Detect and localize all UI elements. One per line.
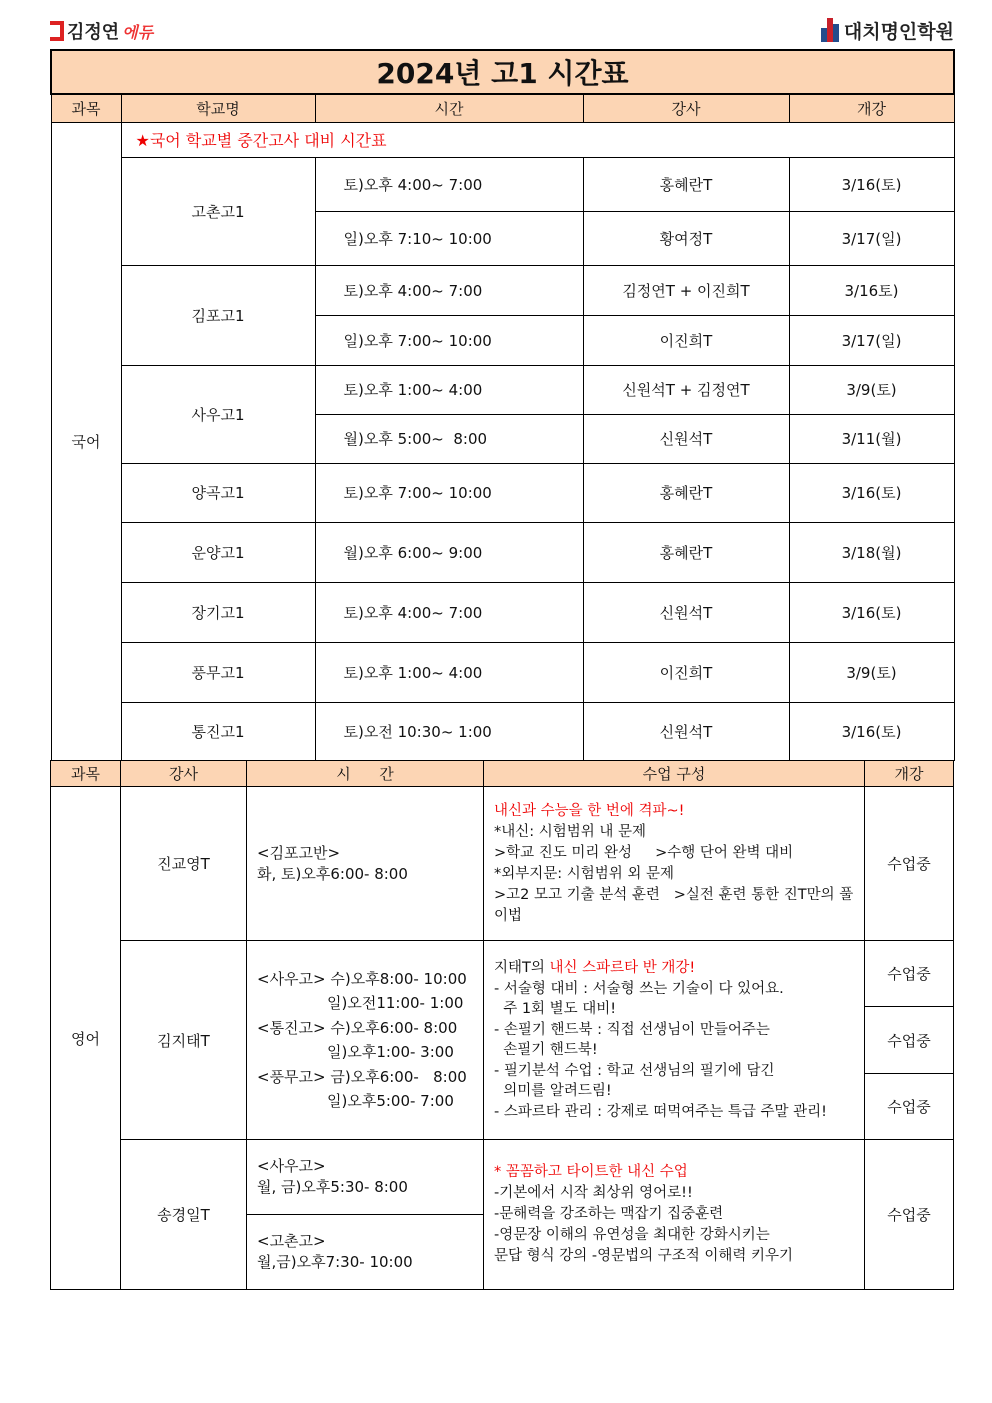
subject-english: 영어 <box>51 787 121 1290</box>
time-line: <사우고> 수)오후8:00- 10:00 <box>257 969 467 988</box>
desc-line: - 스파르타 관리 : 강제로 떠먹여주는 특급 주말 관리! <box>494 1103 827 1120</box>
school-name: 풍무고1 <box>121 642 315 702</box>
time-line: 월, 금)오후5:30- 8:00 <box>257 1178 408 1196</box>
desc-line: - 필기분석 수업 : 학교 선생님의 필기에 담긴 <box>494 1062 775 1079</box>
logo-left-main: 김정연 <box>67 22 120 43</box>
teacher-name: 김정연T + 이진희T <box>583 265 789 315</box>
desc-line: - 손필기 핸드북 : 직접 선생님이 만들어주는 <box>494 1021 770 1038</box>
class-description <box>484 941 865 1140</box>
time-line: <고촌고> <box>257 1232 326 1250</box>
school-name: 고촌고1 <box>121 157 315 265</box>
class-description <box>484 1140 865 1290</box>
status: 수업중 <box>865 941 954 1007</box>
class-time: 토)오후 4:00~ 7:00 <box>315 265 583 315</box>
table-row <box>51 642 954 702</box>
logo-right <box>821 16 954 44</box>
korean-table <box>50 49 955 761</box>
class-time: 월)오후 6:00~ 9:00 <box>315 522 583 582</box>
korean-note: ★국어 학교별 중간고사 대비 시간표 <box>121 122 954 157</box>
time-line: <풍무고> 금)오후6:00- 8:00 <box>257 1067 467 1086</box>
logo-mark-icon <box>50 21 64 41</box>
table-row <box>51 365 954 414</box>
table-row <box>51 463 954 522</box>
teacher-name: 신원석T + 김정연T <box>583 365 789 414</box>
desc-line: 주 1회 별도 대비! <box>494 1001 617 1017</box>
status: 수업중 <box>865 787 954 941</box>
desc-line <box>494 958 854 979</box>
start-date: 3/16(토) <box>789 157 954 211</box>
table-row <box>51 702 954 760</box>
teacher-name: 신원석T <box>583 702 789 760</box>
desc-line: >학교 진도 미리 완성 >수행 단어 완벽 대비 <box>494 844 794 861</box>
header-time: 시 간 <box>247 761 484 787</box>
teacher-name: 진교영T <box>121 787 247 941</box>
teacher-name: 이진희T <box>583 315 789 365</box>
header-content: 수업 구성 <box>484 761 865 787</box>
logo-left-sub: 에듀 <box>122 22 154 42</box>
class-time <box>247 941 484 1140</box>
teacher-name: 홍혜란T <box>583 463 789 522</box>
start-date: 3/17(일) <box>789 211 954 265</box>
teacher-name: 송경일T <box>121 1140 247 1290</box>
class-time: 일)오후 7:00~ 10:00 <box>315 315 583 365</box>
class-time: 토)오후 4:00~ 7:00 <box>315 157 583 211</box>
table-row <box>51 522 954 582</box>
class-time: 토)오후 7:00~ 10:00 <box>315 463 583 522</box>
logo-left <box>50 18 153 44</box>
class-time <box>247 787 484 941</box>
desc-line: 문답 형식 강의 -영문법의 구조적 이해력 키우기 <box>494 1248 794 1264</box>
desc-line: 의미를 알려드림! <box>494 1083 612 1099</box>
school-name: 양곡고1 <box>121 463 315 522</box>
start-date: 3/16(토) <box>789 463 954 522</box>
class-time: 토)오전 10:30~ 1:00 <box>315 702 583 760</box>
page-title: 2024년 고1 시간표 <box>51 50 954 94</box>
class-time <box>247 1140 484 1215</box>
header-start: 개강 <box>865 761 954 787</box>
teacher-name: 황여정T <box>583 211 789 265</box>
time-line: 월,금)오후7:30- 10:00 <box>257 1253 413 1271</box>
logo-right-text: 대치명인학원 <box>843 20 954 43</box>
desc-line: -문해력을 강조하는 맥잡기 집중훈련 <box>494 1206 724 1222</box>
start-date: 3/16토) <box>789 265 954 315</box>
desc-line: -영문장 이해의 유연성을 최대한 강화시키는 <box>494 1227 770 1243</box>
header-start: 개강 <box>789 94 954 122</box>
class-time: 토)오후 1:00~ 4:00 <box>315 365 583 414</box>
start-date: 3/16(토) <box>789 702 954 760</box>
building-icon <box>821 18 839 42</box>
header-teacher: 강사 <box>121 761 247 787</box>
desc-line: 내신과 수능을 한 번에 격파~! <box>494 802 685 819</box>
school-name: 장기고1 <box>121 582 315 642</box>
time-line: 일)오후1:00- 3:00 <box>327 1043 454 1061</box>
desc-line: * 꼼꼼하고 타이트한 내신 수업 <box>494 1164 688 1180</box>
class-description <box>484 787 865 941</box>
desc-line: >고2 모고 기출 분석 훈련 >실전 훈련 통한 진T만의 풀이법 <box>494 886 854 924</box>
header-teacher: 강사 <box>583 94 789 122</box>
desc-line: *내신: 시험범위 내 문제 <box>494 823 647 840</box>
teacher-name: 신원석T <box>583 582 789 642</box>
school-name: 사우고1 <box>121 365 315 463</box>
time-line: <사우고> <box>257 1157 326 1175</box>
teacher-name: 홍혜란T <box>583 522 789 582</box>
english-table <box>50 760 954 1290</box>
status: 수업중 <box>865 1140 954 1290</box>
desc-line: 손필기 핸드북! <box>494 1042 598 1058</box>
teacher-name: 이진희T <box>583 642 789 702</box>
start-date: 3/18(월) <box>789 522 954 582</box>
desc-line: - 서술형 대비 : 서술형 쓰는 기술이 다 있어요. <box>494 980 784 997</box>
start-date: 3/11(월) <box>789 414 954 463</box>
class-time: 토)오후 1:00~ 4:00 <box>315 642 583 702</box>
table-row <box>51 582 954 642</box>
start-date: 3/9(토) <box>789 642 954 702</box>
time-line: 일)오후5:00- 7:00 <box>327 1092 454 1110</box>
school-name: 통진고1 <box>121 702 315 760</box>
subject-korean: 국어 <box>51 122 121 760</box>
school-name: 김포고1 <box>121 265 315 365</box>
start-date: 3/17(일) <box>789 315 954 365</box>
teacher-name: 신원석T <box>583 414 789 463</box>
time-line: 일)오전11:00- 1:00 <box>327 994 464 1012</box>
class-time: 월)오후 5:00~ 8:00 <box>315 414 583 463</box>
table-row <box>51 265 954 315</box>
table-row <box>51 941 954 1007</box>
header-school: 학교명 <box>121 94 315 122</box>
header-subject: 과목 <box>51 761 121 787</box>
table-row <box>51 157 954 211</box>
start-date: 3/16(토) <box>789 582 954 642</box>
header-time: 시간 <box>315 94 583 122</box>
header-subject: 과목 <box>51 94 121 122</box>
table-row <box>51 787 954 941</box>
class-time: 토)오후 4:00~ 7:00 <box>315 582 583 642</box>
desc-line: -기본에서 시작 최상위 영어로!! <box>494 1185 693 1201</box>
desc-line: *외부지문: 시험범위 외 문제 <box>494 865 675 882</box>
class-time: 일)오후 7:10~ 10:00 <box>315 211 583 265</box>
time-line: <통진고> 수)오후6:00- 8:00 <box>257 1018 458 1037</box>
time-line: <김포고반> <box>257 843 341 862</box>
start-date: 3/9(토) <box>789 365 954 414</box>
status: 수업중 <box>865 1007 954 1074</box>
school-name: 운양고1 <box>121 522 315 582</box>
desc-head: 지태T의 <box>494 960 550 976</box>
teacher-name: 김지태T <box>121 941 247 1140</box>
teacher-name: 홍혜란T <box>583 157 789 211</box>
status: 수업중 <box>865 1074 954 1140</box>
class-time <box>247 1215 484 1290</box>
time-line: 화, 토)오후6:00- 8:00 <box>257 864 408 883</box>
table-row <box>51 1140 954 1215</box>
desc-head-red: 내신 스파르타 반 개강! <box>549 960 696 976</box>
